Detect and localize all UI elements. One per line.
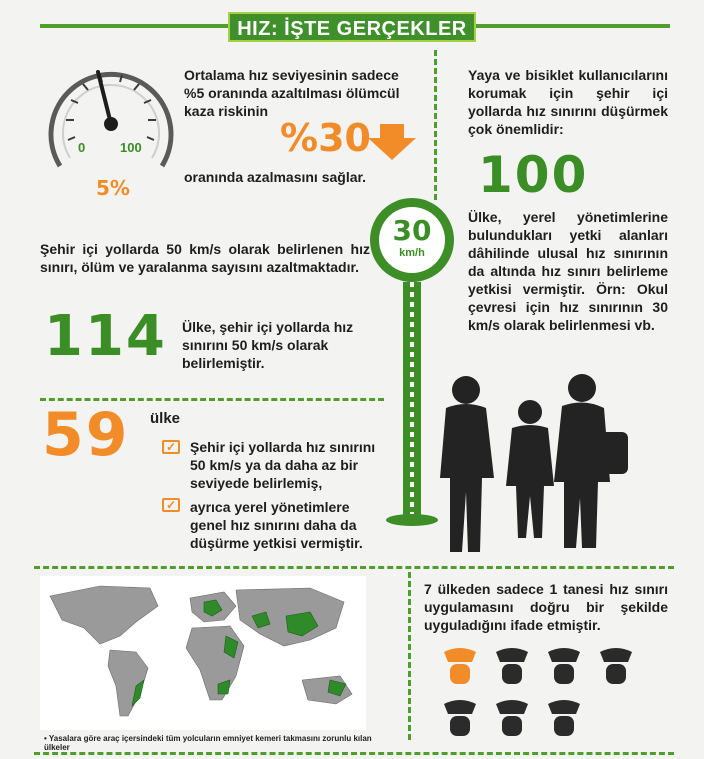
gauge-value: 5% [96,176,130,200]
gauge-label-hundred: 100 [120,140,142,155]
speed-sign-unit: km/h [399,247,425,259]
footer-divider [34,752,674,755]
fact2-number: 100 [478,146,589,204]
map-caption: • Yasalara göre araç içersindeki tüm yolcuların emniyet kemeri takmasını zorunlu kılan ülkeler [44,734,372,752]
fact3-detail: Ülke, şehir içi yollarda hız sınırını 50 km/s olarak belirlemiştir. [182,319,354,371]
fact5-text: 7 ülkeden sadece 1 tanesi hız sınırı uygulamasını doğru bir şekilde uyguladığını ifade etmiştir. [424,581,668,633]
fact4-number: 59 [42,400,130,470]
fact1-text-end: oranında azalmasını sağlar. [184,169,367,185]
fact4-item-2: ayrıca yerel yönetimlere genel hız sınırını daha da düşürme yetkisi vermiştir. [190,499,363,551]
speed-sign [370,198,454,282]
sign-pole [403,282,421,516]
check-icon: ✓ [162,440,180,454]
bottom-divider [34,566,674,569]
down-arrow-icon [368,124,416,165]
fact1-text: Ortalama hız seviyesinin sadece %5 oranında azaltılması ölümcül kaza riskinin [184,67,400,119]
vertical-divider [408,572,411,740]
world-map [40,576,366,730]
fact2-text: Yaya ve bisiklet kullanıcılarını korumak için şehir içi yollarda hız sınırını düşürmek çok önemlidir: [468,67,668,137]
sign-base [386,514,438,526]
speedometer-gauge [40,48,182,190]
fact2-detail: Ülke, yerel yönetimlerine bulundukları yetki alanları dâhilinde ulusal hız sınırının da altında hız sınırı belirleme yetkisi vermiştir. Örn: Okul çevresi için hız sınırının 30 km/s olarak belirlenmesi vb. [468,209,668,333]
police-icons-grid [440,646,650,742]
fact1-percent: %30 [280,116,371,160]
check-icon: ✓ [162,498,180,512]
page-title: HIZ: İŞTE GERÇEKLER [228,12,476,42]
fact3-text: Şehir içi yollarda 50 km/s olarak belirlenen hız sınırı, ölüm ve yaralanma sayısını azaltmaktadır. [40,241,370,275]
fact4-label: ülke [150,410,181,427]
pedestrians-silhouette [432,368,652,552]
fact3-number: 114 [44,304,167,369]
fact4-item-1: Şehir içi yollarda hız sınırını 50 km/s ya da daha az bir seviyede belirlemiş, [190,439,376,491]
vertical-divider [434,50,437,200]
gauge-label-zero: 0 [78,140,86,155]
speed-sign-value: 30 [392,214,432,247]
